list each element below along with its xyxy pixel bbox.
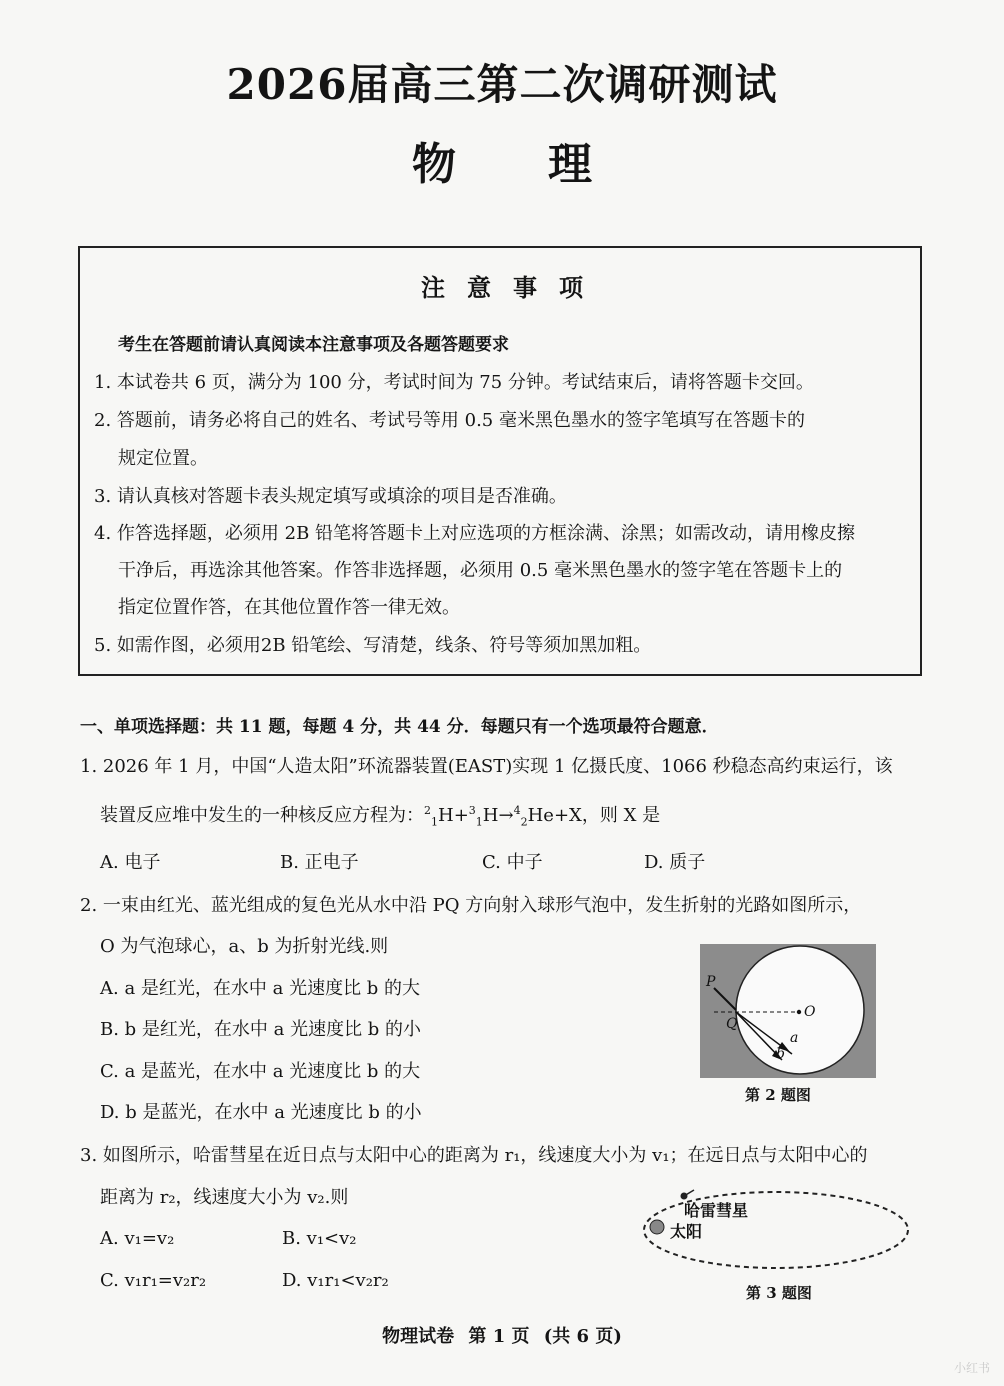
sun-icon (650, 1220, 664, 1234)
q2-line-1: 2. 一束由红光、蓝光组成的复色光从水中沿 PQ 方向射入球形气泡中，发生折射的光路如图所示， (80, 895, 862, 916)
h2-symbol: H (438, 805, 454, 826)
footer-total: (共 6 页) (543, 1326, 622, 1347)
notice-line-4-cont2: 指定位置作答，在其他位置作答一律无效。 (118, 597, 460, 618)
arrow-sign: → (498, 805, 514, 826)
incident-ray (714, 988, 736, 1010)
q1-option-b[interactable]: B. 正电子 (280, 852, 359, 873)
subject-char-2: 理 (548, 139, 592, 190)
subject-title (0, 128, 1004, 192)
figure-3 (636, 1184, 916, 1274)
he-mass: 4 (513, 804, 521, 817)
h3-symbol: H (482, 805, 499, 826)
q2-option-b[interactable]: B. b 是红光，在水中 a 光速度比 b 的小 (100, 1019, 422, 1040)
watermark: 小红书 (953, 1361, 990, 1375)
center-point (797, 1010, 801, 1014)
q3-option-b[interactable]: B. v₁<v₂ (282, 1228, 357, 1249)
label-b: b (776, 1046, 785, 1062)
exam-title: 2026届高三第二次调研测试 (226, 60, 778, 109)
q2-option-d[interactable]: D. b 是蓝光，在水中 a 光速度比 b 的小 (100, 1102, 422, 1123)
label-p: P (706, 974, 716, 990)
label-q: Q (726, 1016, 738, 1032)
notice-line-5: 5. 如需作图，必须用2B 铅笔绘、写清楚，线条、符号等须加黑加粗。 (94, 635, 652, 656)
notice-line-1: 1. 本试卷共 6 页，满分为 100 分，考试时间为 75 分钟。考试结束后，请将答题卡交回。 (94, 372, 814, 393)
sun-label: 太阳 (670, 1222, 703, 1241)
q3-option-a[interactable]: A. v₁=v₂ (100, 1228, 175, 1249)
subject-char-1: 物 (412, 139, 456, 190)
bubble-diagram (700, 944, 876, 1078)
footer-subject: 物理试卷 (382, 1326, 455, 1347)
notice-intro: 考生在答题前请认真阅读本注意事项及各题答题要求 (118, 335, 509, 355)
notice-line-3: 3. 请认真核对答题卡表头规定填写或填涂的项目是否准确。 (94, 486, 567, 507)
q1-option-c[interactable]: C. 中子 (482, 852, 543, 873)
comet-label: 哈雷彗星 (684, 1201, 749, 1220)
plus-sign: + (453, 805, 469, 826)
q3-option-c[interactable]: C. v₁r₁=v₂r₂ (100, 1270, 207, 1291)
q3-line-1: 3. 如图所示，哈雷彗星在近日点与太阳中心的距离为 r₁，线速度大小为 v₁；在远日点与太阳中心的 (80, 1145, 868, 1166)
label-a: a (790, 1030, 799, 1046)
h2-charge: 1 (431, 815, 438, 829)
q2-option-c[interactable]: C. a 是蓝光，在水中 a 光速度比 b 的大 (100, 1061, 421, 1082)
q1-option-a[interactable]: A. 电子 (100, 852, 161, 873)
q1-line-2 (100, 801, 660, 829)
x-product: +X (553, 805, 582, 826)
q1-line-1: 1. 2026 年 1 月，中国“人造太阳”环流器装置(EAST)实现 1 亿摄氏度、1066 秒稳态高约束运行，该 (80, 756, 893, 777)
bubble-circle (736, 946, 864, 1074)
he-symbol: He (527, 805, 554, 826)
q2-line-2: O 为气泡球心，a、b 为折射光线.则 (100, 936, 389, 957)
q3-option-d[interactable]: D. v₁r₁<v₂r₂ (282, 1270, 389, 1291)
q1-prefix: 装置反应堆中发生的一种核反应方程为： (100, 805, 424, 826)
figure-2-caption: 第 2 题图 (745, 1086, 811, 1104)
notice-title: 注意事项 (421, 273, 605, 302)
section-heading: 一、单项选择题：共 11 题，每题 4 分，共 44 分．每题只有一个选项最符合题意． (80, 717, 719, 737)
label-o: O (804, 1004, 816, 1020)
h3-mass: 3 (468, 804, 476, 817)
h2-mass: 2 (424, 804, 431, 817)
he-charge: 2 (520, 815, 528, 829)
q3-line-2: 距离为 r₂，线速度大小为 v₂.则 (100, 1187, 349, 1208)
q2-option-a[interactable]: A. a 是红光，在水中 a 光速度比 b 的大 (100, 978, 421, 999)
notice-line-4-cont1: 干净后，再选涂其他答案。作答非选择题，必须用 0.5 毫米黑色墨水的签字笔在答题卡上的 (118, 560, 843, 581)
notice-line-4: 4. 作答选择题，必须用 2B 铅笔将答题卡上对应选项的方框涂满、涂黑；如需改动，请用橡皮擦 (94, 523, 856, 544)
q1-option-d[interactable]: D. 质子 (644, 852, 706, 873)
q1-suffix: ，则 X 是 (581, 805, 661, 826)
footer-page: 第 1 页 (468, 1326, 530, 1347)
notice-line-2: 2. 答题前，请务必将自己的姓名、考试号等用 0.5 毫米黑色墨水的签字笔填写在答题卡的 (94, 410, 805, 431)
figure-2 (700, 944, 876, 1078)
h3-charge: 1 (475, 815, 483, 829)
figure-3-caption: 第 3 题图 (746, 1284, 812, 1302)
orbit-diagram (636, 1184, 916, 1274)
page-footer (0, 1322, 1004, 1348)
notice-line-2-cont: 规定位置。 (118, 448, 208, 469)
